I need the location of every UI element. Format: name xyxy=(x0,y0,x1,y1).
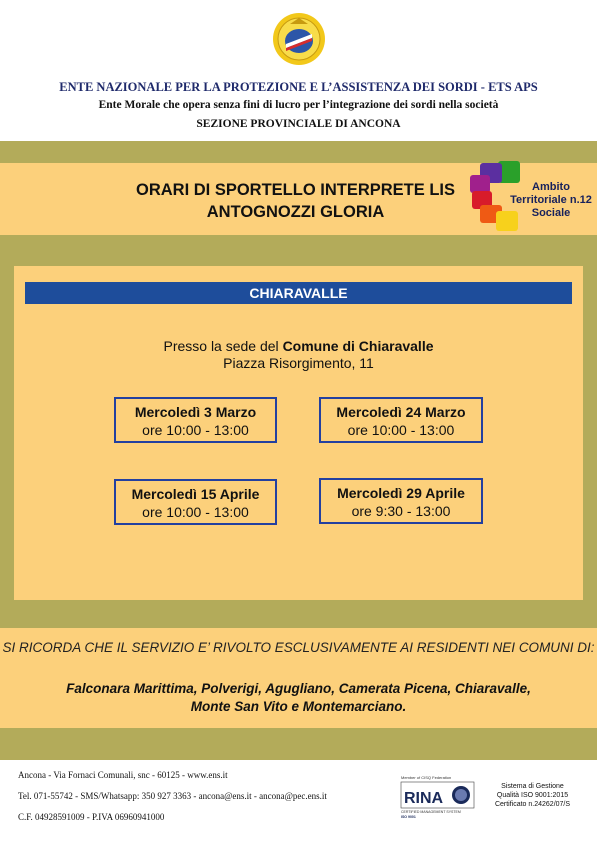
appointment-date: Mercoledì 15 Aprile xyxy=(131,486,260,502)
appointment-time: ore 10:00 - 13:00 xyxy=(142,504,249,520)
venue-name: Comune di Chiaravalle xyxy=(282,338,434,354)
rina-iso-text: ISO 9001 xyxy=(401,815,416,819)
cert-line3: Certificato n.24262/07/S xyxy=(494,801,571,808)
appointment-box xyxy=(319,397,483,443)
appointment-date: Mercoledì 29 Aprile xyxy=(337,485,465,501)
ens-logo xyxy=(272,12,326,66)
quality-certificate xyxy=(480,782,585,809)
cert-line1: Sistema di Gestione xyxy=(501,783,564,790)
towns-line2: Monte San Vito e Montemarciano. xyxy=(190,699,407,714)
footer-contacts: Tel. 071-55742 - SMS/Whatsapp: 350 927 3363 - ancona@ens.it - ancona@pec.ens.it xyxy=(18,791,327,801)
footer-fiscal: C.F. 04928591009 - P.IVA 06960941000 xyxy=(18,812,165,822)
appointment-time: ore 10:00 - 13:00 xyxy=(142,422,249,438)
venue-line xyxy=(0,337,597,355)
rina-brand: RINA xyxy=(404,790,444,807)
olive-band-bottom xyxy=(0,728,597,760)
page-title-line2: ANTOGNOZZI GLORIA xyxy=(206,203,385,221)
olive-band-top xyxy=(0,141,597,163)
appointment-date: Mercoledì 24 Marzo xyxy=(336,404,466,420)
venue-prefix: Presso la sede del xyxy=(163,338,283,354)
appointment-time: ore 9:30 - 13:00 xyxy=(351,503,451,519)
ambito-label xyxy=(506,181,596,220)
footer-address: Ancona - Via Fornaci Comunali, snc - 60125 - www.ens.it xyxy=(18,770,228,780)
content-panel xyxy=(14,266,583,600)
location-banner: CHIARAVALLE xyxy=(25,282,572,304)
ambito-line1: Ambito xyxy=(532,181,570,193)
towns-line1: Falconara Marittima, Polverigi, Agugliano, Camerata Picena, Chiaravalle, xyxy=(66,681,531,696)
appointment-box xyxy=(114,397,277,443)
org-name: ENTE NAZIONALE PER LA PROTEZIONE E L’ASSISTENZA DEI SORDI - ETS APS xyxy=(59,80,538,94)
ambito-line2: Territoriale n.12 xyxy=(510,194,592,206)
rina-certification-mark xyxy=(400,773,480,819)
venue-address: Piazza Risorgimento, 11 xyxy=(223,355,374,371)
ambito-line3: Sociale xyxy=(531,207,571,219)
appointment-date: Mercoledì 3 Marzo xyxy=(134,404,257,420)
cert-line2: Qualità ISO 9001:2015 xyxy=(496,792,569,799)
rina-top-text: Member of CISQ Federation xyxy=(401,775,452,780)
org-tagline: Ente Morale che opera senza fini di lucro per l’integrazione dei sordi nella società xyxy=(98,99,499,111)
appointment-box xyxy=(319,478,483,524)
page-title-line1: ORARI DI SPORTELLO INTERPRETE LIS xyxy=(135,181,456,199)
appointment-time: ore 10:00 - 13:00 xyxy=(347,422,455,438)
org-section: SEZIONE PROVINCIALE DI ANCONA xyxy=(196,118,401,130)
rina-sub-text: CERTIFIED MANAGEMENT SYSTEM xyxy=(401,810,461,814)
notice-text: SI RICORDA CHE IL SERVIZIO E’ RIVOLTO ESCLUSIVAMENTE AI RESIDENTI NEI COMUNI DI: xyxy=(2,640,595,655)
appointment-box xyxy=(114,479,277,525)
